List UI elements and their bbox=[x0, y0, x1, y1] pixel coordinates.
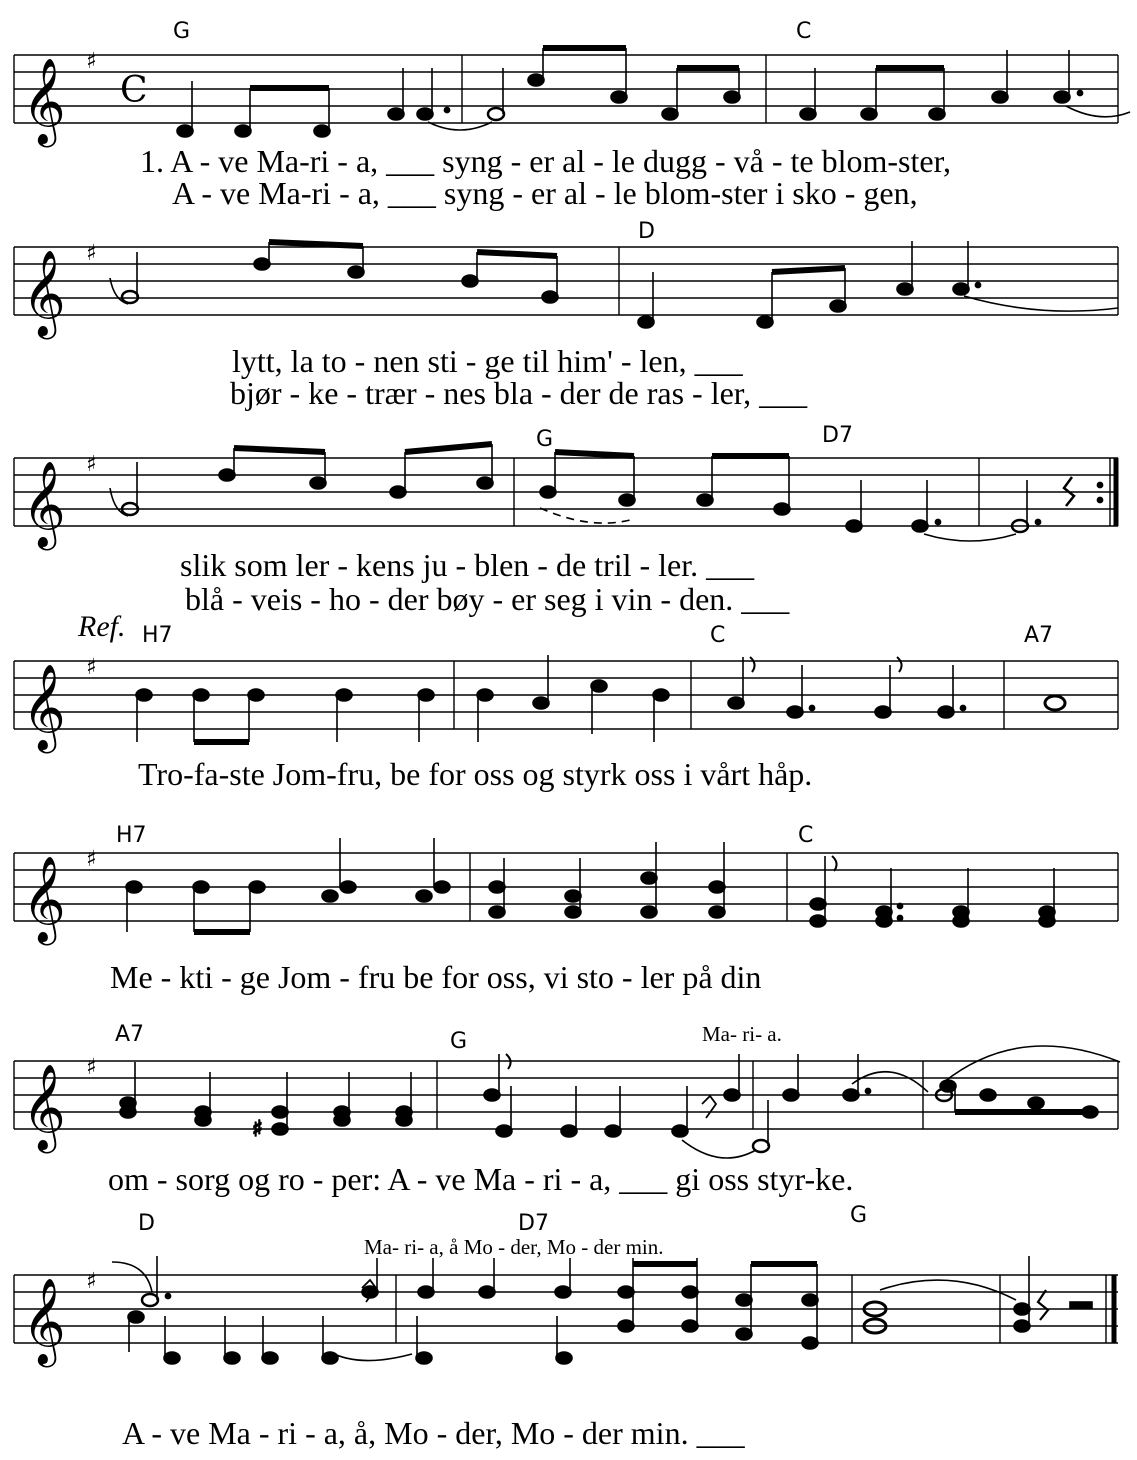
sharp-icon: ♯ bbox=[86, 847, 97, 872]
treble-clef-icon: 𝄞 bbox=[22, 1064, 66, 1150]
staff-system-6 bbox=[14, 1022, 1120, 1197]
chord-symbol: G bbox=[173, 19, 191, 44]
staff-system-2 bbox=[14, 219, 1118, 411]
sharp-icon: ♯ bbox=[86, 452, 97, 477]
chord-symbol: C bbox=[710, 623, 726, 648]
chord-symbol: G bbox=[536, 427, 554, 452]
treble-clef-icon: 𝄞 bbox=[22, 856, 66, 942]
treble-clef-icon: 𝄞 bbox=[22, 58, 66, 144]
lyric-refrain: Tro-fa-ste Jom-fru, be for oss og styrk oss i vårt håp. bbox=[138, 756, 813, 792]
upper-voice-lyric: Ma- ri- a. bbox=[702, 1022, 782, 1046]
lyric-refrain: Me - kti - ge Jom - fru be for oss, vi sto - ler på din bbox=[110, 959, 762, 995]
chord-symbol: G bbox=[450, 1029, 468, 1054]
sharp-icon: ♯ bbox=[86, 49, 97, 74]
treble-clef-icon: 𝄞 bbox=[22, 461, 66, 547]
lyric-verse-2: blå - veis - ho - der bøy - er seg i vin - den. ___ bbox=[185, 581, 790, 617]
notes bbox=[120, 1054, 1098, 1152]
chord-symbol: D bbox=[138, 1211, 155, 1236]
chord-symbol: H7 bbox=[116, 823, 147, 848]
chord-symbol: H7 bbox=[142, 623, 173, 648]
lyric-verse-2: bjør - ke - trær - nes bla - der de ras - ler, ___ bbox=[230, 375, 808, 411]
sharp-icon: ♯ bbox=[86, 1269, 97, 1294]
lyric-verse-2: A - ve Ma-ri - a, ___ syng - er al - le blom-ster i sko - gen, bbox=[172, 175, 918, 211]
refrain-label: Ref. bbox=[78, 610, 126, 643]
lyric-refrain: om - sorg og ro - per: A - ve Ma - ri - a, ___ gi oss styr-ke. bbox=[108, 1161, 854, 1197]
chord-symbol: A7 bbox=[1024, 623, 1054, 648]
lyric-refrain: A - ve Ma - ri - a, å, Mo - der, Mo - der min. ___ bbox=[122, 1415, 745, 1451]
staff-system-3 bbox=[14, 423, 1118, 617]
chord-symbol: D bbox=[638, 219, 655, 244]
lyric-verse-1: slik som ler - kens ju - blen - de tril - ler. ___ bbox=[180, 547, 755, 583]
lyric-verse-1: lytt, la to - nen sti - ge til him' - len, ___ bbox=[232, 343, 743, 379]
staff-system-5 bbox=[14, 823, 1118, 995]
staff-system-4 bbox=[14, 610, 1118, 792]
sharp-icon: ♯ bbox=[86, 655, 97, 680]
svg-text:♯: ♯ bbox=[252, 1117, 263, 1142]
staff-system-1 bbox=[14, 19, 1130, 211]
chord-symbol: D7 bbox=[822, 423, 853, 448]
staff-system-7 bbox=[14, 1203, 1118, 1451]
treble-clef-icon: 𝄞 bbox=[22, 250, 66, 336]
chord-symbol: D7 bbox=[518, 1211, 549, 1236]
lyric-verse-1: 1. A - ve Ma-ri - a, ___ syng - er al - le dugg - vå - te blom-ster, bbox=[140, 143, 951, 179]
chord-symbol: A7 bbox=[115, 1022, 145, 1047]
sharp-icon: ♯ bbox=[86, 1055, 97, 1080]
upper-voice-lyric: Ma- ri- a, å Mo - der, Mo - der min. bbox=[364, 1235, 664, 1259]
notes bbox=[122, 444, 1103, 532]
chord-symbol: C bbox=[796, 19, 812, 44]
treble-clef-icon: 𝄞 bbox=[22, 1278, 66, 1364]
chord-symbol: C bbox=[798, 823, 814, 848]
notes bbox=[128, 1256, 1092, 1364]
sharp-icon: ♯ bbox=[86, 241, 97, 266]
chord-symbol: G bbox=[850, 1203, 868, 1228]
common-time-icon: C bbox=[120, 70, 148, 111]
treble-clef-icon: 𝄞 bbox=[22, 664, 66, 750]
notes bbox=[126, 838, 1055, 932]
